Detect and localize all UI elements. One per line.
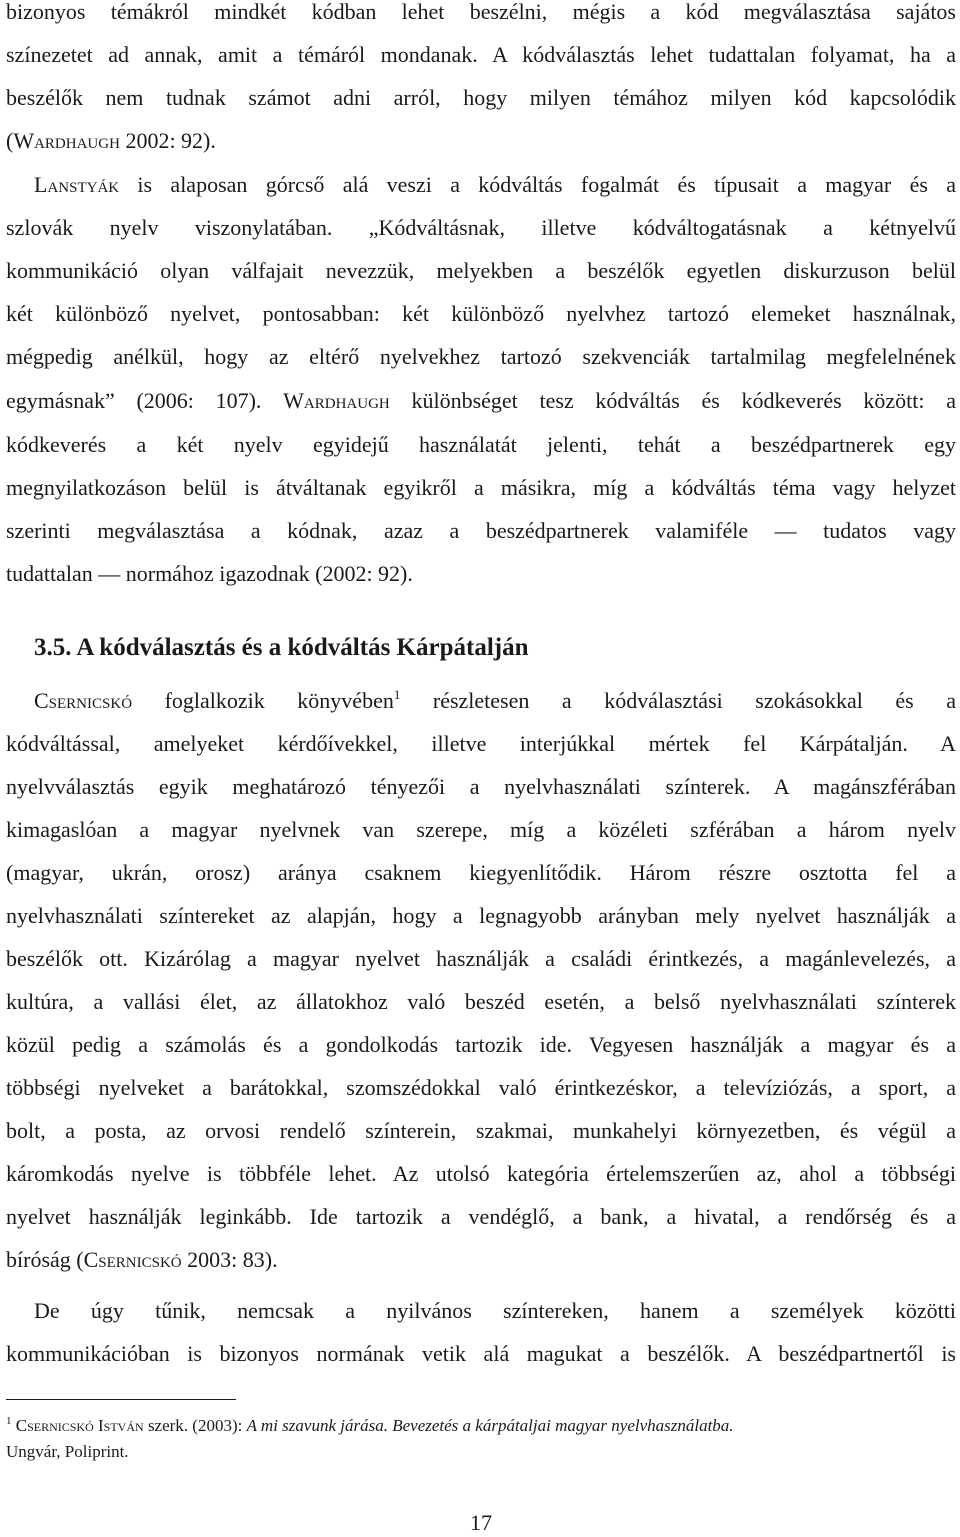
text-line: Lanstyák is alaposan górcső alá veszi a kódváltás fogalmát és típusait a magyar és a [34, 172, 956, 197]
text-line: nyelvet használják leginkább. Ide tartozik a vendéglő, a bank, a hivatal, a rendőrség és a [6, 1204, 956, 1229]
text-line: tudattalan — normához igazodnak (2002: 92). [6, 561, 413, 586]
page-number: 17 [470, 1510, 492, 1535]
author-name: Csernicskó [83, 1247, 182, 1272]
text-line: bolt, a posta, az orvosi rendelő színterein, szakmai, munkahelyi környezetben, és végül a [6, 1118, 956, 1143]
footnote-mark: 1 [6, 1415, 12, 1427]
section-heading: 3.5. A kódválasztás és a kódváltás Kárpátalján [34, 634, 529, 661]
text-line: Csernicskó foglalkozik könyvében$^1$ részletesen a kódválasztási szokásokkal és a [34, 687, 956, 713]
text-line: káromkodás nyelve is többféle lehet. Az utolsó kategória értelemszerűen az, ahol a többségi [6, 1161, 956, 1186]
text-line: (magyar, ukrán, orosz) aránya csaknem kiegyenlítődik. Három részre osztotta fel a [6, 860, 956, 885]
text-line: nyelvhasználati színtereket az alapján, hogy a legnagyobb arányban mely nyelvet használják a [6, 903, 956, 928]
footnote: $^1$ Csernicskó István szerk. (2003): A mi szavunk járása. Bevezetés a kárpátaljai magyar nyelvhasználatba. [6, 1415, 734, 1435]
text-line: többségi nyelveket a barátokkal, szomszédokkal való érintkezéskor, a televíziózás, a sport, a [6, 1075, 956, 1100]
footnote-line: Ungvár, Poliprint. [6, 1442, 129, 1461]
text-line: szerinti megválasztása a kódnak, azaz a beszédpartnerek valamiféle — tudatos vagy [6, 518, 956, 543]
author-name: Csernicskó [34, 688, 133, 713]
text-line: De úgy tűnik, nemcsak a nyilvános színtereken, hanem a személyek közötti [34, 1298, 956, 1323]
text-line: beszélők ott. Kizárólag a magyar nyelvet használják a családi érintkezés, a magánlevelezés, a [6, 946, 956, 971]
text-line: közül pedig a számolás és a gondolkodás tartozik ide. Vegyesen használják a magyar és a [6, 1032, 956, 1057]
footnote-separator [6, 1399, 236, 1400]
text-line: bizonyos témákról mindkét kódban lehet beszélni, mégis a kód megválasztása sajátos [6, 0, 956, 24]
author-name: Csernicskó István [15, 1416, 144, 1435]
text-line: kimagaslóan a magyar nyelvnek van szerepe, míg a közéleti szférában a három nyelv [6, 817, 956, 842]
book-title: A mi szavunk járása. Bevezetés a kárpátaljai magyar nyelvhasználatba. [246, 1416, 734, 1435]
text-line: színezetet ad annak, amit a témáról mondanak. A kódválasztás lehet tudattalan folyamat, ha a [6, 42, 956, 67]
footnote-reference: 1 [393, 687, 401, 702]
text-line: két különböző nyelvet, pontosabban: két különböző nyelvhez tartozó elemeket használnak, [6, 301, 956, 326]
text-line: kultúra, a vallási élet, az állatokhoz való beszéd esetén, a belső nyelvhasználati színterek [6, 989, 956, 1014]
author-name: Wardhaugh [13, 128, 120, 153]
text-line: kódkeverés a két nyelv egyidejű használatát jelenti, tehát a beszédpartnerek egy [6, 432, 956, 457]
text-line: nyelvválasztás egyik meghatározó tényezői a nyelvhasználati színterek. A magánszférában [6, 774, 956, 799]
text-line: bíróság (Csernicskó 2003: 83). [6, 1247, 278, 1272]
text-line: egymásnak” (2006: 107). Wardhaugh különbséget tesz kódváltás és kódkeverés között: a [6, 388, 956, 413]
author-name: Lanstyák [34, 172, 120, 197]
text-line: kódváltással, amelyeket kérdőívekkel, illetve interjúkkal mértek fel Kárpátalján. A [6, 731, 956, 756]
text-line: kommunikáció olyan válfajait nevezzük, melyekben a beszélők egyetlen diskurzuson belül [6, 258, 956, 283]
text-line: (Wardhaugh 2002: 92). [6, 128, 216, 153]
text-line: megnyilatkozáson belül is átváltanak egyikről a másikra, míg a kódváltás téma vagy helyzet [6, 475, 956, 500]
text-line: kommunikációban is bizonyos normának vetik alá magukat a beszélők. A beszédpartnertől is [6, 1341, 956, 1366]
text-line: szlovák nyelv viszonylatában. „Kódváltásnak, illetve kódváltogatásnak a kétnyelvű [6, 215, 956, 240]
text-line: beszélők nem tudnak számot adni arról, hogy milyen témához milyen kód kapcsolódik [6, 85, 956, 110]
text-line: mégpedig anélkül, hogy az eltérő nyelvekhez tartozó szekvenciák tartalmilag megfelelnének [6, 344, 956, 369]
author-name: Wardhaugh [283, 388, 390, 413]
